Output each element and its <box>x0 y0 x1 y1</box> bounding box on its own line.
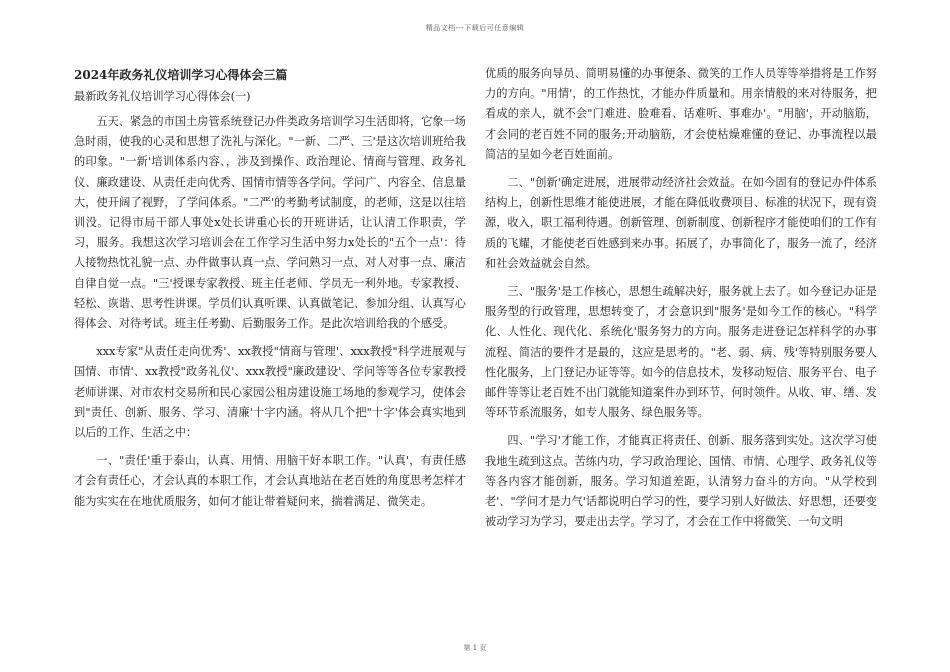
paragraph: 一、"责任'重于泰山，认真、用情、用脑干好本职工作。"认真'，有责任感才会有责任心，才会认真的本职工作，才会认真地站在老百姓的角度思考怎样才能为实实在在地优质服务，如何才能让带着疑问来，揣着满足、微笑走。 <box>74 454 466 508</box>
page-header-note: 精品文档---下载后可任意编辑 <box>425 24 525 32</box>
right-column <box>485 64 877 540</box>
document-title: 2024年政务礼仪培训学习心得体会三篇 <box>74 68 288 82</box>
paragraph: 二、"创新'确定进展，进展带动经济社会效益。在如今固有的登记办件体系结构上，创新性思维才能使进展，才能在降低收费项目、标准的状况下，现有资源，收入，职工福利待遇。创新管理、创新制度、创新程序才能使咱们的工作有质的飞耀，才能使老百姓感到来办事。拓展了，办事简化了，服务一流了，经济和社会效益就会自然。 <box>485 176 877 270</box>
paragraph: xxx专家"从责任走向优秀'、xx教授"情商与管理'、xxx教授"科学进展观与国情、市情'、xx教授"政务礼仪'、xxx教授"廉政建设'、学问等等各位专家教授老师讲课、对市农村交易所和民心家园公租房建设施工场地的参观学习，使体会到"责任、创新、服务、学习、清廉'十字内涵。将从几个把"十字'体会真实地到以后的工作、生活之中： <box>74 345 466 440</box>
page-number: 第 1 页 <box>463 644 487 652</box>
paragraph: 三、"服务'是工作核心，思想生疏解决好，服务就上去了。如今登记办证是服务型的行政管理，思想转变了，才会意识到"服务'是如今工作的核心。"科学化、人性化、现代化、系统化'服务努力的方向。服务走进登记怎样科学的办事流程、简洁的要件才是最的，这应是思考的。"老、弱、病、残'等特别服务要人性化服务，上门登记办证等等。如今的信息技术，发移动短信、服务平台、电子邮件等等让老百姓不出门就能知道案件办到环节，何时领件。从收、审、缮、发等环节系流服务，如专人服务、绿色服务等。 <box>485 285 877 420</box>
paragraph-continuation: 优质的服务向导员、简明易懂的办事便条、微笑的工作人员等等举措将是工作努力的方向。"用情'，的工作热忱，才能办件质量和。用亲情般的来对待服务，把看成的亲人，就不会"门难进、脸难看、话难听、事难办'。"用脑'，开动脑筋，才会同的老百姓不同的服务;开动脑筋，才会使枯燥难懂的登记、办事流程以最简洁的呈如今老百姓面前。 <box>485 67 877 161</box>
paragraph: 五天、紧急的市国土房管系统登记办件类政务培训学习生活即将，它象一场急时雨，使我的心灵和思想了洗礼与深化。"一新、二严、三'是这次培训班给我的印象。"一新'培训体系内容、，涉及到操作、政治理论、情商与管理、政务礼仪、廉政建设、从责任走向优秀、国情市情等各学问。学问广、内容全、信息量大，使开阔了视野，了学问体系。"二严'的考勤考试制度，的老师，这是以往培训没。记得市局干部人事处x处长讲重心长的开班讲话，让认清工作职责，学习，服务。我想这次学习培训会在工作学习生活中努力x处长的"五个一点'：待人接物热忱礼貌一点、办件做事认真一点、学问熟习一点、对人对事一点、廉洁自律自觉一点。"三'授课专家教授、班主任老师、学员无一利外地。专家教授、轻松、诙谐、思考性讲课。学员们认真听课、认真做笔记、参加分组、认真写心得体会、对待考试。班主任考勤、后勤服务工作。是此次培训给我的个感受。 <box>74 115 466 331</box>
document-subtitle: 最新政务礼仪培训学习心得体会(一) <box>74 90 251 103</box>
left-column <box>74 64 466 520</box>
paragraph: 四、"学习'才能工作，才能真正将责任、创新、服务落到实处。这次学习使我地生疏到这点。苦练内功，学习政治理论、国情、市情、心理学、政务礼仪等等各内容才能创新，服务。学习知道差距，认清努力奋斗的方向。"从学校到老'、"学问才是力气'话都说明白学习的性，要学习别人好做法、好思想，还要变被动学习为学习，要走出去学。学习了，才会在工作中将微笑、一句文明 <box>485 434 877 529</box>
